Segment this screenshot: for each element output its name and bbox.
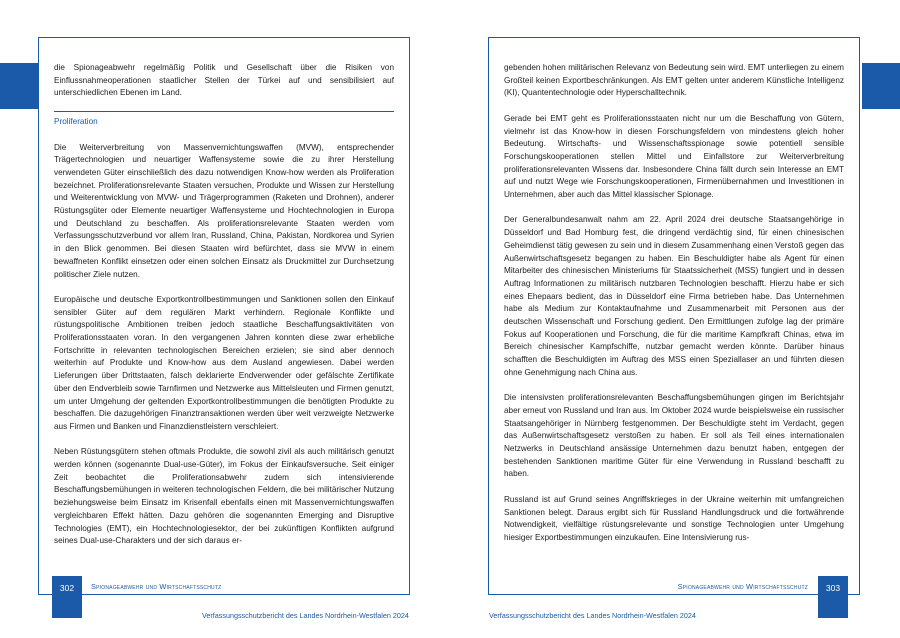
right-side-tab [862,63,900,109]
footer-right: Verfassungsschutzbericht des Landes Nordrhein-Westfalen 2024 [489,611,696,620]
right-paragraph-3: Der Generalbundesanwalt nahm am 22. April 2024 drei deutsche Staatsangehörige in Düsseldorf und Bad Homburg fest, die dringend verdächtig sind, für einen chinesischen Geheimdienst tätig gewesen zu sein und in diesem Zusammenhang einen Verstoß gegen das Außenwirtschaftsgesetz begangen zu haben. Ein Beschuldigter habe als Agent für einen Mitarbeiter des chinesischen Ministeriums für Staatssicherheit (MSS) fungiert und in dessen Auftrag Informationen zu militärisch nutzbaren Technologien beschafft. Hierzu habe er sich eines Ehepaars bedient, das in Düsseldorf eine Firma betrieben habe. Das Unternehmen habe als Medium zur Kontaktaufnahme und Zusammenarbeit mit Personen aus der deutschen Wissenschaft und Forschung gedient. Den Ermittlungen zufolge lag der primäre Fokus auf Kooperationen und Forschung, die für die maritime Kampfkraft Chinas, etwa im Bereich chinesischer Kampfschiffe, nutzbar gemacht werden könnte. Darüber hinaus schafften die Beschuldigten im Auftrag des MSS einen Speziallaser an und führten diesen ohne Genehmigung nach China aus. [504,215,844,377]
right-paragraph-5: Russland ist auf Grund seines Angriffskrieges in der Ukraine weiterhin mit umfangreichen Sanktionen belegt. Daraus ergibt sich für Russland Handlungsdruck und die fortwährende Notwendigkeit, vielfältige rüstungsrelevante und sonstige Technologien unter Umgehung hiesiger Exportbestimmungen einzukaufen. Eine Intensivierung rus- [504,494,844,542]
left-side-tab [0,63,38,109]
footer-left: Verfassungsschutzbericht des Landes Nordrhein-Westfalen 2024 [202,611,409,620]
left-page [38,37,410,595]
section-heading-proliferation: Proliferation [54,111,394,129]
right-paragraph-1: gebenden hohen militärischen Relevanz von Bedeutung sein wird. EMT unterliegen zu einem Großteil keinen Exportbeschränkungen. Als EMT gelten unter anderem Künstliche Intelligenz (KI), Quantentechnologie oder Hyperschalltechnik. [504,63,844,98]
right-page-content [504,62,844,545]
running-head-right: Spionageabwehr und Wirtschaftsschutz [677,582,808,591]
left-paragraph-3: Neben Rüstungsgütern stehen oftmals Produkte, die sowohl zivil als auch militärisch genutzt werden können (sogenannte Dual-use-Güter), im Fokus der Einkaufsversuche. Seit einiger Zeit beobachtet die Proliferationsabwehr zudem sich intensivierende Beschaffungsbemühungen in weiteren technologischen Feldern, die bei militärischer Nutzung beziehungsweise beim Einsatz im Krisenfall ebenfalls einen mit Massenvernichtungswaffen vergleichbaren Effekt hätten. Dazu gehören die sogenannten Emerging and Disruptive Technologies (EMT), ein Hochtechnologiesektor, der bei zukünftigen Konflikten aufgrund seines Dual-use-Charakters und der sich daraus er- [54,447,394,546]
right-paragraph-4: Die intensivsten proliferationsrelevanten Beschaffungsbemühungen gingen im Berichtsjahr aber erneut von Russland und Iran aus. Im Oktober 2024 wurde beispielsweise ein russischer Staatsangehöriger in Nürnberg festgenommen. Der Beschuldigte steht im Verdacht, gegen das Außenwirtschaftsgesetz verstoßen zu haben. Er soll als Teil eines internationalen Netzwerks in Deutschland ansässige Unternehmen dazu benutzt haben, entgegen der bestehenden Sanktionen maritime Güter für eine Verwendung in Russland beschafft zu haben. [504,393,844,479]
left-paragraph-1: Die Weiterverbreitung von Massenvernichtungswaffen (MVW), entsprechender Trägertechnologien und neuartiger Waffensysteme sowie die zu ihrer Herstellung verwendeten Güter einschließlich des dazu notwendigen Know-how werden als Proliferation bezeichnet. Proliferationsrelevante Staaten versuchen, Produkte und Wissen zur Herstellung und Weiterentwicklung von MVW- und Trägerprogrammen (Raketen und Drohnen), anderer Rüstungsgüter oder Elemente neuartiger Waffensysteme und Hochtechnologien in Europa und Deutschland zu beschaffen. Als proliferationsrelevante Staaten werden vom Verfassungsschutzverbund vor allem Iran, Russland, China, Pakistan, Nordkorea und Syrien in den Blick genommen. Bei diesen Staaten wird befürchtet, dass sie MVW in einem bewaffneten Konflikt einsetzen oder einen solchen Einsatz als Druckmittel zur Durchsetzung politischer Ziele nutzen. [54,142,394,279]
running-head-left: Spionageabwehr und Wirtschaftsschutz [91,582,222,591]
page-number-left: 302 [52,576,82,618]
right-paragraph-2: Gerade bei EMT geht es Proliferationsstaaten nicht nur um die Beschaffung von Gütern, vielmehr ist das Know-how in diesen Forschungsfeldern von mindestens gleich hoher Bedeutung. Wirtschafts- und Wissenschaftsspionage sowie potentiell sensible Forschungskooperationen stellen Mittel und Einfallstore zur Weiterverbreitung proliferationsrelevanten Wissens dar. Insbesondere China fällt durch sein Interesse an EMT auf und nutzt Wege wie Forschungskooperationen, Firmenübernahmen und Investitionen in Unternehmen, aber auch das Mittel klassischer Spionage. [504,113,844,200]
left-paragraph-2: Europäische und deutsche Exportkontrollbestimmungen und Sanktionen sollen den Einkauf sensibler Güter auf dem regulären Markt verhindern. Regionale Konflikte und rüstungspolitische Ambitionen treiben jedoch staatliche Beschaffungsaktivitäten von Proliferationsstaaten voran. In den vergangenen Jahren konnten diese zwar erhebliche Fortschritte in relevanten technologischen Bereichen erzielen; sie sind aber dennoch weiterhin auf Produkte und Know-how aus dem Ausland angewiesen. Dabei werden Lieferungen über Drittstaaten, falsch deklarierte Endverwender oder gefälschte Zertifikate über den Endverbleib sowie Tarnfirmen und Netzwerke aus Mittelsleuten und Firmen genutzt, um unter Umgehung der geltenden Exportkontrollbestimmungen die benötigten Produkte zu beschaffen. Die dazugehörigen Finanztransaktionen werden über weit verzweigte Netzwerke aus Firmen und Banken und Finanzdienstleistern verschleiert. [54,294,394,431]
right-page [488,37,860,595]
left-page-content [54,62,394,548]
left-paragraph-intro: die Spionageabwehr regelmäßig Politik und Gesellschaft über die Risiken von Einflussnahmeoperationen staatlicher Stellen der Türkei auf und sensibilisiert auf unterschiedlichen Ebenen im Land. [54,63,394,98]
page-number-right: 303 [818,576,848,618]
